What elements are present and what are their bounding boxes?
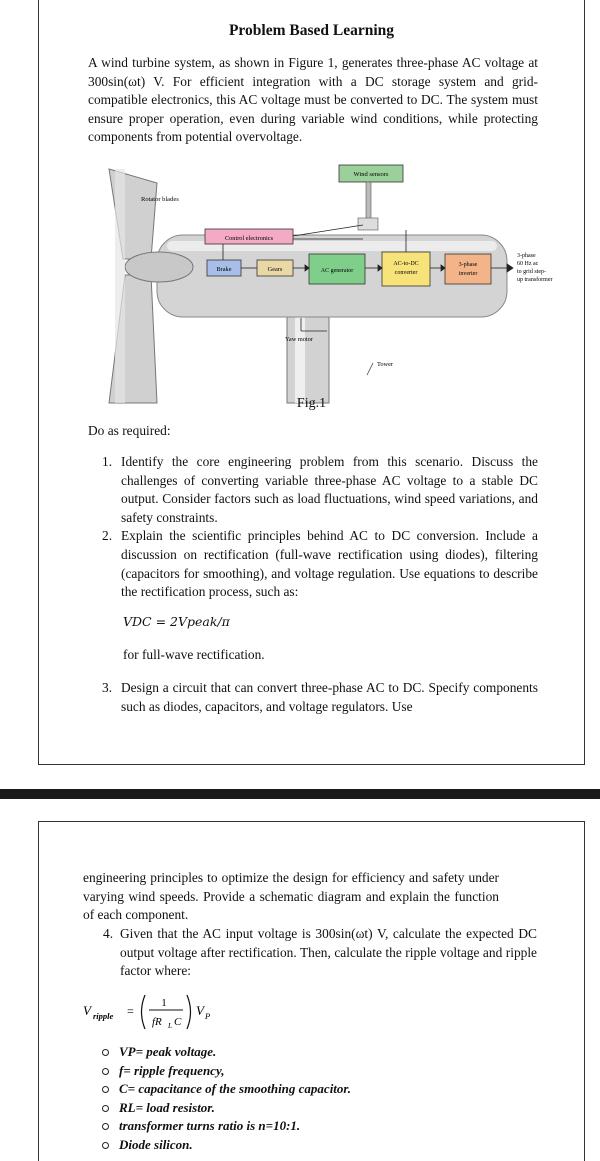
tower-label: Tower bbox=[377, 361, 393, 368]
inverter-label-2: inverter bbox=[458, 271, 478, 277]
question-3: 3. Design a circuit that can convert three-phase AC to DC. Specify components such as diodes, capacitors, and voltage regulators. Use bbox=[102, 680, 538, 714]
do-as-required: Do as required: bbox=[88, 423, 171, 438]
figure-caption: Fig.1 bbox=[296, 396, 327, 411]
page-title: Problem Based Learning bbox=[228, 22, 395, 39]
wind-turbine-figure bbox=[87, 163, 553, 408]
svg-text:L: L bbox=[168, 1021, 173, 1030]
page-separator bbox=[0, 789, 600, 799]
svg-text:=: = bbox=[127, 1004, 134, 1018]
svg-text:V: V bbox=[196, 1003, 204, 1018]
document-page-1 bbox=[38, 0, 585, 765]
svg-text:V: V bbox=[83, 1003, 91, 1018]
question-4: 4. Given that the AC input voltage is 300sin(ωt) V, calculate the expected DC output voltage after rectification. Then, calculate the ripple voltage and ripple factor where: bbox=[103, 926, 537, 979]
wind-sensors-label: Wind sensors bbox=[353, 171, 389, 178]
gears-label: Gears bbox=[267, 266, 283, 273]
inverter-label-1: 3-phase bbox=[458, 262, 478, 268]
svg-text:fR: fR bbox=[152, 1016, 162, 1028]
question-list-page-2 bbox=[87, 925, 537, 981]
bullet-item: RL= load resistor. bbox=[100, 1099, 351, 1118]
vdc-equation: VDC = 2Vpeak/π bbox=[123, 614, 230, 629]
output-label-4: up transformer bbox=[517, 277, 553, 283]
bullet-item: f= ripple frequency, bbox=[100, 1062, 351, 1081]
ac-generator-label: AC generator bbox=[320, 268, 354, 274]
intro-paragraph: A wind turbine system, as shown in Figure 1, generates three-phase AC voltage at 300sin(ωt) V. For efficient integration with a DC storage system and grid-compatible electronics, this AC voltage must be converted to DC. The system must ensure proper operation, even during variable wind conditions, while protecting components from potential overvoltage. bbox=[88, 55, 538, 145]
svg-text:ripple: ripple bbox=[93, 1011, 114, 1021]
ripple-equation bbox=[83, 975, 253, 1040]
svg-text:C: C bbox=[174, 1016, 182, 1028]
question-3-continuation: engineering principles to optimize the design for efficiency and safety under varying wind speeds. Provide a schematic diagram and explain the function of each component. bbox=[83, 870, 499, 923]
svg-text:1: 1 bbox=[161, 997, 167, 1009]
variable-definitions bbox=[100, 1043, 351, 1154]
output-label-1: 3-phase bbox=[517, 253, 536, 259]
ac-dc-converter-label-2: converter bbox=[394, 270, 418, 276]
bullet-item: VP= peak voltage. bbox=[100, 1043, 351, 1062]
output-label-3: to grid step- bbox=[517, 269, 546, 275]
ac-dc-converter-label-1: AC-to-DC bbox=[393, 261, 419, 267]
brake-label: Brake bbox=[216, 266, 232, 273]
output-label-2: 60 Hz ac bbox=[517, 261, 539, 267]
question-list-cont bbox=[88, 679, 538, 716]
control-electronics-label: Control electronics bbox=[224, 235, 274, 242]
svg-text:P: P bbox=[205, 1011, 211, 1021]
tower-shape bbox=[287, 313, 329, 403]
bullet-item: transformer turns ratio is n=10:1. bbox=[100, 1117, 351, 1136]
yaw-motor-label: Yaw motor bbox=[285, 336, 313, 343]
question-1: 1. Identify the core engineering problem from this scenario. Discuss the challenges of converting variable three-phase AC voltage to a stable DC output. Consider factors such as load fluctuations, wind speed variations, and safety constraints. bbox=[102, 454, 538, 525]
bullet-item: Diode silicon. bbox=[100, 1136, 351, 1155]
rotator-blades-label: Rotator blades bbox=[141, 196, 179, 203]
bullet-item: C= capacitance of the smoothing capacitor. bbox=[100, 1080, 351, 1099]
full-wave-note: for full-wave rectification. bbox=[123, 647, 265, 662]
ripple-formula bbox=[83, 975, 253, 1035]
question-2: 2. Explain the scientific principles behind AC to DC conversion. Include a discussion on rectification (full-wave rectification using diodes), filtering (capacitors for smoothing), and voltage regulation. Use equations to describe the rectification process, such as: bbox=[102, 528, 538, 600]
question-list bbox=[88, 453, 538, 602]
